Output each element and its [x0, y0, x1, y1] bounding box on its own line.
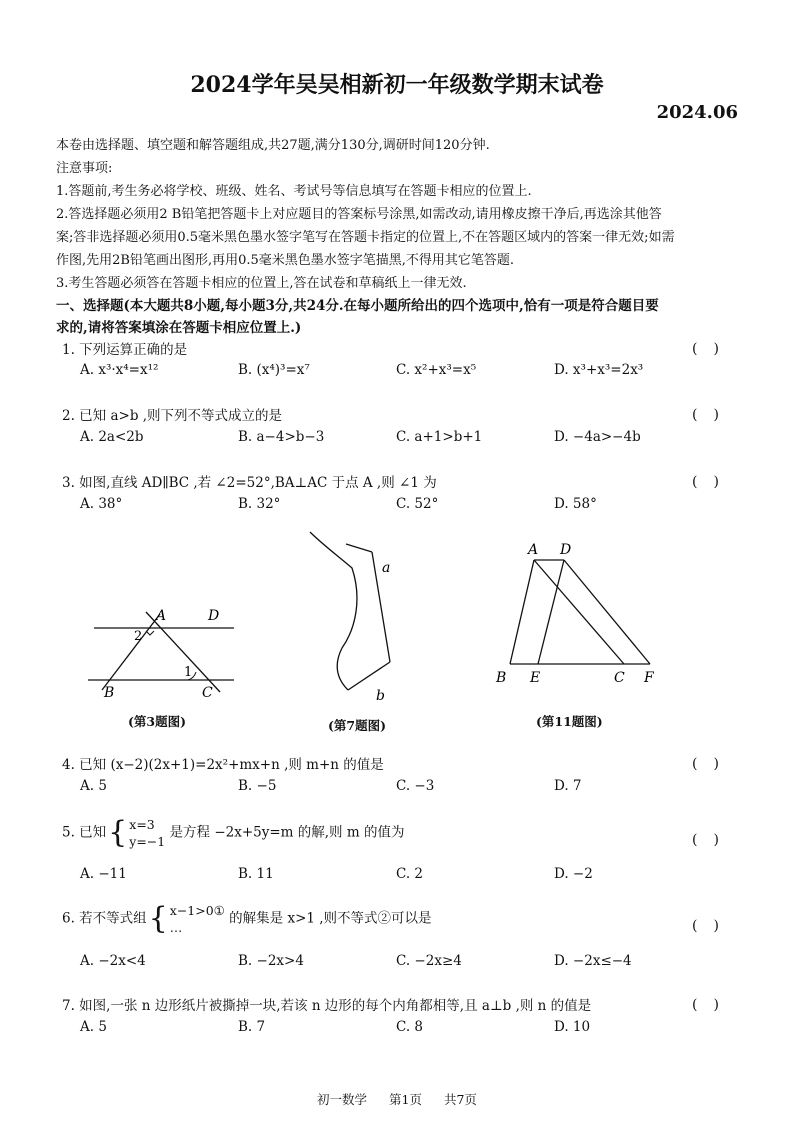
option-a: A. −11: [80, 866, 127, 882]
answer-blank: ( ): [692, 341, 720, 357]
system-line: y=−1: [129, 834, 166, 849]
figure-11-diagram: [490, 538, 670, 688]
label-a: a: [382, 560, 391, 576]
option-d: D. 10: [554, 1019, 591, 1035]
question-stem: 3. 如图,直线 AD∥BC ,若 ∠2=52°,BA⊥AC 于点 A ,则 ∠1 为: [62, 475, 437, 491]
option-c: C. a+1>b+1: [396, 429, 483, 445]
option-c: C. 52°: [396, 496, 439, 512]
line-df: [564, 560, 650, 664]
inequality-system: [170, 902, 225, 936]
figure-3-caption: (第3题图): [128, 714, 187, 729]
option-d: D. x³+x³=2x³: [554, 362, 644, 378]
option-d: D. 58°: [554, 496, 597, 512]
answer-blank: ( ): [692, 474, 720, 490]
label-b: B: [104, 685, 115, 701]
brace-symbol: {: [148, 901, 168, 936]
line-ac: [534, 560, 624, 664]
answer-blank: ( ): [692, 756, 720, 772]
line-ab: [510, 560, 534, 664]
label-e: E: [530, 670, 541, 686]
option-a: A. 5: [80, 1019, 107, 1035]
notice-item: 2.答选择题必须用2 B铅笔把答题卡上对应题目的答案标号涂黑,如需改动,请用橡皮擦干净后,再选涂其他答: [56, 207, 662, 222]
question-stem: [62, 816, 404, 850]
option-c: C. 2: [396, 866, 424, 882]
option-b: B. −2x>4: [238, 953, 304, 969]
figure-7-caption: (第7题图): [328, 718, 387, 733]
answer-blank: ( ): [692, 997, 720, 1013]
intro-line: 本卷由选择题、填空题和解答题组成,共27题,满分130分,调研时间120分钟.: [56, 138, 490, 153]
notice-item: 1.答题前,考生务必将学校、班级、姓名、考试号等信息填写在答题卡相应的位置上.: [56, 184, 532, 199]
line-a: [346, 544, 372, 552]
system-line: …: [169, 920, 183, 935]
label-d: D: [208, 608, 220, 624]
figure-11-caption: (第11题图): [536, 714, 603, 729]
footer-page: 第1页: [389, 1092, 422, 1107]
line-ab: [102, 614, 160, 690]
section-heading: 一、选择题(本大题共8小题,每小题3分,共24分.在每小题所给出的四个选项中,恰有一项是符合题目要: [56, 298, 659, 314]
question-stem-pre: 6. 若不等式组: [62, 910, 147, 927]
figure-7-diagram: [300, 528, 410, 710]
line-de: [538, 560, 564, 664]
section-heading: 求的,请将答案填涂在答题卡相应位置上.): [56, 320, 302, 336]
label-c: C: [614, 670, 625, 686]
option-b: B. a−4>b−3: [238, 429, 325, 445]
right-angle-mark: [146, 631, 154, 635]
option-c: C. −3: [396, 778, 435, 794]
option-a: A. x³·x⁴=x¹²: [80, 362, 159, 378]
question-stem: 4. 已知 (x−2)(2x+1)=2x²+mx+n ,则 m+n 的值是: [62, 757, 384, 773]
question-stem-pre: 5. 已知: [62, 824, 107, 841]
option-a: A. −2x<4: [80, 953, 146, 969]
line-b: [348, 662, 390, 690]
footer-subject: 初一数学: [317, 1092, 368, 1107]
option-c: C. −2x≥4: [396, 953, 462, 969]
option-d: D. −4a>−4b: [554, 429, 641, 445]
notice-item: 3.考生答题必须答在答题卡相应的位置上,答在试卷和草稿纸上一律无效.: [56, 276, 467, 291]
question-stem: [62, 902, 432, 936]
question-stem: 2. 已知 a>b ,则下列不等式成立的是: [62, 408, 283, 424]
label-b: b: [376, 688, 385, 704]
label-a: A: [156, 608, 167, 624]
notice-item: 案;答非选择题必须用0.5毫米黑色墨水签字笔写在答题卡指定的位置上,不在答题区域内的答案一律无效;如需: [56, 230, 675, 245]
question-stem-post: 是方程 −2x+5y=m 的解,则 m 的值为: [169, 824, 405, 841]
brace-symbol: {: [108, 815, 128, 850]
label-a: A: [528, 542, 539, 558]
page-footer: [0, 1090, 794, 1108]
exam-date: 2024.06: [656, 102, 738, 123]
equation-system: [129, 816, 165, 850]
option-c: C. x²+x³=x⁵: [396, 362, 477, 378]
option-b: B. −5: [238, 778, 277, 794]
answer-blank: ( ): [692, 918, 720, 934]
footer-total: 共7页: [443, 1092, 477, 1107]
label-f: F: [644, 670, 654, 686]
option-b: B. 11: [238, 866, 274, 882]
option-d: D. 7: [554, 778, 582, 794]
torn-edge: [310, 532, 357, 690]
label-angle-1: 1: [184, 665, 193, 680]
option-b: B. 7: [238, 1019, 266, 1035]
option-a: A. 5: [80, 778, 107, 794]
question-stem-post: 的解集是 x>1 ,则不等式②可以是: [229, 910, 432, 927]
option-d: D. −2x≤−4: [554, 953, 632, 969]
option-a: A. 2a<2b: [80, 429, 144, 445]
option-d: D. −2: [554, 866, 593, 882]
system-line: x−1>0①: [169, 903, 225, 918]
answer-blank: ( ): [692, 407, 720, 423]
notice-title: 注意事项:: [56, 161, 113, 176]
option-a: A. 38°: [80, 496, 123, 512]
option-c: C. 8: [396, 1019, 424, 1035]
label-b: B: [496, 670, 507, 686]
answer-blank: ( ): [692, 832, 720, 848]
question-stem: 7. 如图,一张 n 边形纸片被撕掉一块,若该 n 边形的每个内角都相等,且 a⊥b ,则 n 的值是: [62, 998, 592, 1014]
option-b: B. (x⁴)³=x⁷: [238, 362, 310, 378]
option-b: B. 32°: [238, 496, 281, 512]
figure-3-diagram: [80, 600, 250, 705]
notice-item: 作图,先用2B铅笔画出图形,再用0.5毫米黑色墨水签字笔描黑,不得用其它笔答题.: [56, 253, 515, 268]
label-angle-2: 2: [134, 629, 143, 644]
question-stem: 1. 下列运算正确的是: [62, 342, 188, 358]
page-title: 2024学年吴吴相新初一年级数学期末试卷: [190, 72, 604, 98]
label-d: D: [560, 542, 572, 558]
label-c: C: [202, 685, 213, 701]
system-line: x=3: [129, 817, 155, 832]
